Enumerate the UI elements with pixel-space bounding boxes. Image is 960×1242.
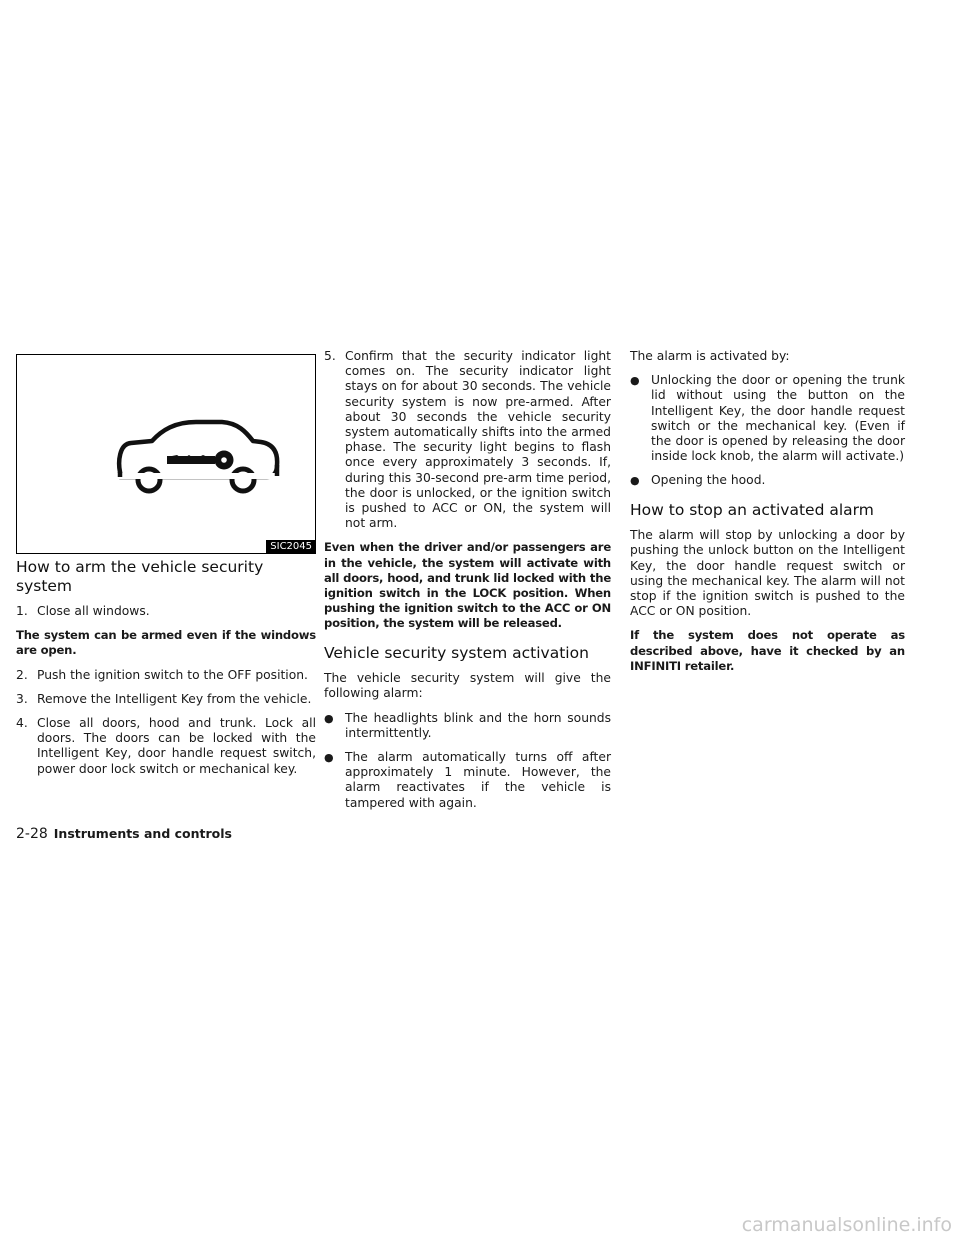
heading-stop-alarm: How to stop an activated alarm	[630, 500, 874, 519]
list-item: ● Opening the hood.	[630, 473, 766, 488]
step-2: 2. Push the ignition switch to the OFF position.	[16, 667, 308, 682]
car-key-icon	[17, 355, 315, 553]
page-footer	[16, 826, 232, 842]
list-item: ● The alarm automatically turns off after approximately 1 minute. However, the alarm reactivates if the vehicle is tampered with again.	[324, 749, 611, 810]
column-1	[16, 349, 316, 777]
list-item: ● Unlocking the door or opening the trunk lid without using the button on the Intelligent Key, the door handle request switch or the mechanical key. (Even if the door is opened by releasing the door inside lock knob, the alarm will activate.)	[630, 373, 905, 464]
figure-label: SIC2045	[266, 540, 315, 553]
column-2	[324, 349, 611, 811]
watermark: carmanualsonline.info	[741, 1214, 952, 1236]
bullet-icon: ●	[630, 474, 640, 488]
note-occupants: Even when the driver and/or passengers are in the vehicle, the system will activate with all doors, hood, and trunk lid locked with the ignition switch in the LOCK position. When pushing the ignition switch to the ACC or ON position, the system will be released.	[324, 540, 611, 631]
activation-intro: The vehicle security system will give the following alarm:	[324, 671, 611, 701]
step-4: 4. Close all doors, hood and trunk. Lock all doors. The doors can be locked with the Intelligent Key, door handle request switch, power door lock switch or mechanical key.	[16, 716, 316, 776]
column-3	[630, 349, 905, 674]
bullet-icon: ●	[630, 374, 640, 388]
page-number: 2-28	[16, 826, 48, 842]
step-1: 1. Close all windows.	[16, 604, 150, 618]
step-3: 3. Remove the Intelligent Key from the vehicle.	[16, 691, 312, 706]
note-retailer: If the system does not operate as described above, have it checked by an INFINITI retailer.	[630, 628, 905, 673]
heading-arm-system: How to arm the vehicle security system	[16, 558, 264, 595]
note-windows: The system can be armed even if the windows are open.	[16, 628, 316, 658]
heading-activation: Vehicle security system activation	[324, 643, 589, 662]
bullet-icon: ●	[324, 750, 334, 764]
step-5: 5. Confirm that the security indicator light comes on. The security indicator light stays on for about 30 seconds. The vehicle security system is now pre-armed. After about 30 seconds the vehicle security system automatically shifts into the armed phase. The security light begins to flash once every approximately 3 seconds. If, during this 30-second pre-arm time period, the door is unlocked, or the ignition switch is pushed to ACC or ON, the system will not arm.	[324, 349, 611, 531]
section-title: Instruments and controls	[53, 826, 232, 841]
security-indicator-figure	[16, 354, 316, 554]
list-item: ● The headlights blink and the horn sounds intermittently.	[324, 710, 611, 740]
stop-alarm-text: The alarm will stop by unlocking a door by pushing the unlock button on the Intelligent Key, the door handle request switch or using the mechanical key. The alarm will not stop if the ignition switch is pushed to the ACC or ON position.	[630, 528, 905, 619]
bullet-icon: ●	[324, 711, 334, 725]
alarm-triggers-intro: The alarm is activated by:	[630, 349, 790, 363]
